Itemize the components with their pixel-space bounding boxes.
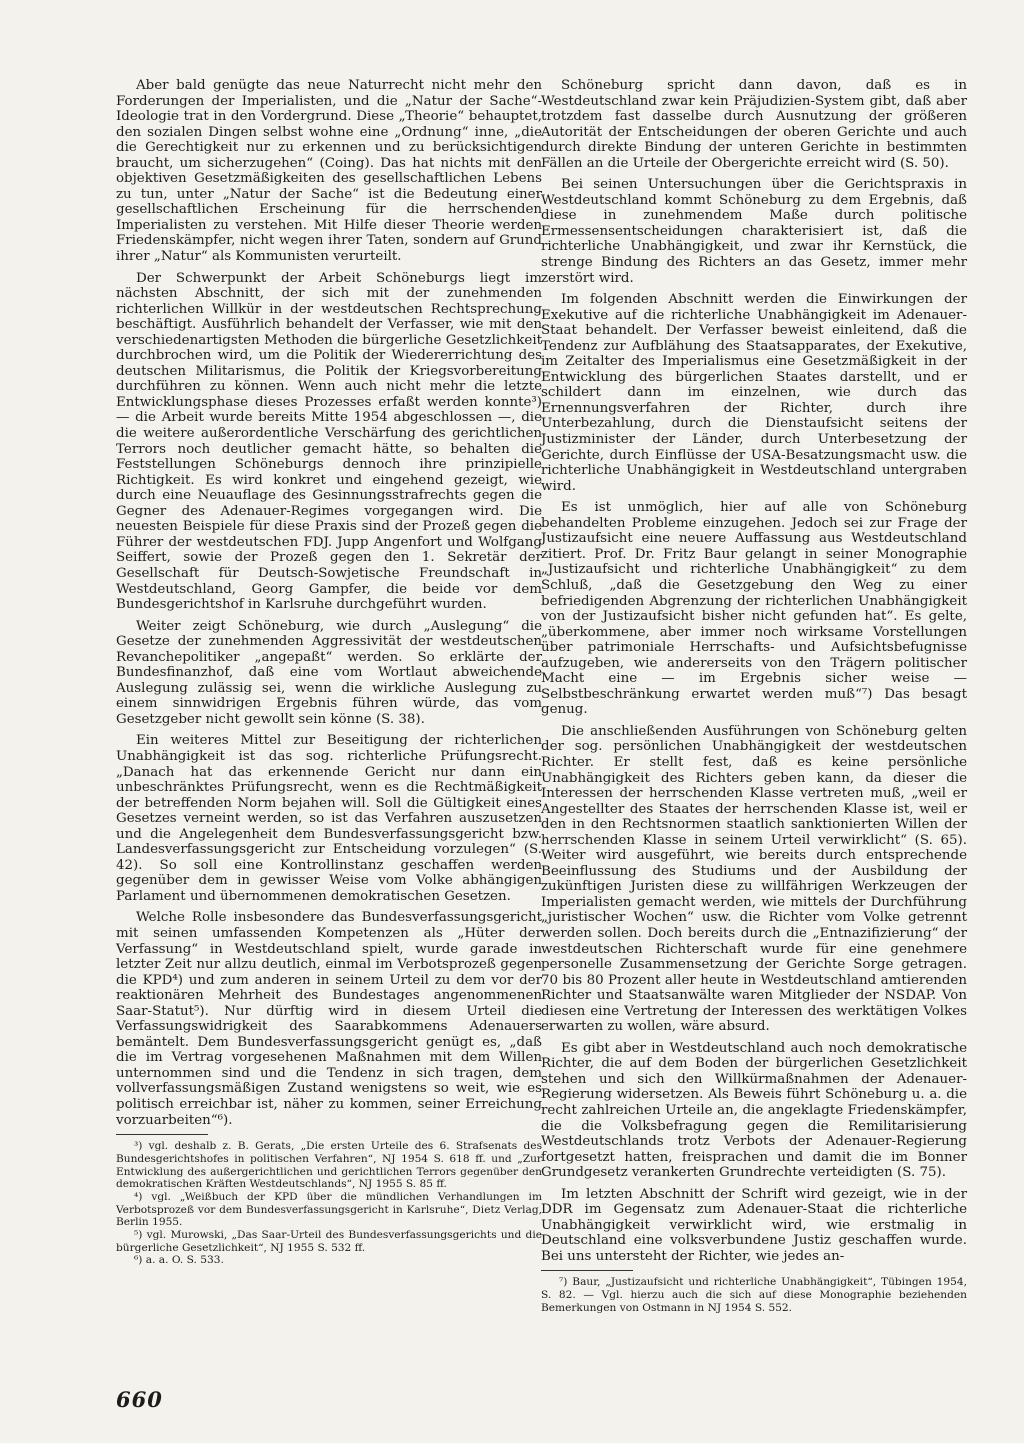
page-number: 660 — [116, 1387, 163, 1412]
body-paragraph: Schöneburg spricht dann davon, daß es in Westdeutschland zwar kein Präjudizien-System gibt, daß aber trotzdem fast dasselbe durch Ausnutzung der größeren Autorität der Entscheidungen der oberen Gerichte und auch durch direkte Bindung der unteren Gerichte in bestimmten Fällen an die Urteile der Obergerichte erreicht wird (S. 50). — [541, 78, 967, 171]
footnote: ³) vgl. deshalb z. B. Gerats, „Die ersten Urteile des 6. Strafsenats des Bundesgerichtshofes in politischen Verfahren“, NJ 1954 S. 618 ff. und „Zur Entwicklung des außergerichtlichen und gerichtlichen Terrors gegenüber den demokratischen Kräften Westdeutschlands“, NJ 1955 S. 85 ff. — [116, 1140, 542, 1191]
footnote: ⁷) Baur, „Justizaufsicht und richterliche Unabhängigkeit“, Tübingen 1954, S. 82. — Vgl. hierzu auch die sich auf diese Monographie beziehenden Bemerkungen von Ostmann in NJ 1954 S. 552. — [541, 1276, 967, 1314]
body-paragraph: Es gibt aber in Westdeutschland auch noch demokratische Richter, die auf dem Boden der bürgerlichen Gesetzlichkeit stehen und sich den Willkürmaßnahmen der Adenauer-Regierung widersetzen. Als Beweis führt Schöneburg u. a. die recht zahlreichen Urteile an, die angeklagte Friedenskämpfer, die die Volksbefragung gegen die Remilitarisierung Westdeutschlands trotz Verbots der Adenauer-Regierung fortgesetzt hatten, freisprachen und damit die im Bonner Grundgesetz verankerten Grundrechte verteidigten (S. 75). — [541, 1040, 967, 1181]
footnote: ⁴) vgl. „Weißbuch der KPD über die mündlichen Verhandlungen im Verbotsprozeß vor dem Bundesverfassungsgericht in Karlsruhe“, Dietz Verlag, Berlin 1955. — [116, 1190, 542, 1229]
footnote: ⁵) vgl. Murowski, „Das Saar-Urteil des Bundesverfassungsgerichts und die bürgerliche Gesetzlichkeit“, NJ 1955 S. 532 ff. — [116, 1229, 542, 1254]
body-paragraph: Es ist unmöglich, hier auf alle von Schöneburg behandelten Probleme einzugehen. Jedoch sei zur Frage der Justizaufsicht eine neuere Auffassung aus Westdeutschland zitiert. Prof. Dr. Fritz Baur gelangt in seiner Monographie „Justizaufsicht und richterliche Unabhängigkeit“ zu dem Schluß, „daß die Gesetzgebung den Weg zu einer befriedigenden Abgrenzung der richterlichen Unabhängigkeit von der Justizaufsicht bisher nicht gefunden hat“. Es gelte, „überkommene, aber immer noch wirksame Vorstellungen über patrimoniale Herrschafts- und Aufsichtsbefugnisse aufzugeben, wie andererseits von den Trägern politischer Macht eine — im Ergebnis sicher weise — Selbstbeschränkung erwartet werden muß“⁷) Das besagt genug. — [541, 500, 967, 718]
right-column — [541, 78, 967, 1315]
body-paragraph: Die anschließenden Ausführungen von Schöneburg gelten der sog. persönlichen Unabhängigkeit der westdeutschen Richter. Er stellt fest, daß es keine persönliche Unabhängigkeit des Richters geben kann, da dieser die Interessen der herrschenden Klasse vertreten muß, „weil er Angestellter des Staates der herrschenden Klasse ist, weil er den in den Rechtsnormen staatlich sanktionierten Willen der herrschenden Klasse in seinem Urteil verwirklicht“ (S. 65). Weiter wird ausgeführt, wie bereits durch entsprechende Beeinflussung des Studiums und der Ausbildung der zukünftigen Juristen diese zu willfährigen Werkzeugen der Imperialisten gemacht werden, wie mittels der Durchführung „juristischer Wochen“ usw. die Richter vom Volke getrennt werden sollen. Doch bereits durch die „Entnazifizierung“ der westdeutschen Richterschaft wurde für eine genehmere personelle Zusammensetzung der Gerichte Sorge getragen. 70 bis 80 Prozent aller heute in Westdeutschland amtierenden Richter und Staatsanwälte waren Mitglieder der NSDAP. Von diesen eine Vertretung der Interessen des werktätigen Volkes erwarten zu wollen, wäre absurd. — [541, 723, 967, 1035]
body-paragraph: Im folgenden Abschnitt werden die Einwirkungen der Exekutive auf die richterliche Unabhängigkeit im Adenauer-Staat behandelt. Der Verfasser beweist einleitend, daß die Tendenz zur Aufblähung des Staatsapparates, der Exekutive, im Zeitalter des Imperialismus eine Gesetzmäßigkeit in der Entwicklung des bürgerlichen Staates darstellt, und er schildert dann im einzelnen, wie durch das Ernennungsverfahren der Richter, durch ihre Unterbezahlung, durch die Dienstaufsicht seitens der Justizminister der Länder, durch Unterbesetzung der Gerichte, durch Einflüsse der USA-Besatzungsmacht usw. die richterliche Unabhängigkeit in Westdeutschland untergraben wird. — [541, 292, 967, 494]
footnote-divider — [541, 1270, 633, 1271]
footnote: ⁶) a. a. O. S. 533. — [134, 1254, 224, 1267]
footnote-divider — [116, 1134, 208, 1135]
body-paragraph: Im letzten Abschnitt der Schrift wird gezeigt, wie in der DDR im Gegensatz zum Adenauer-Staat die richterliche Unabhängigkeit verwirklicht wird, wie erstmalig in Deutschland eine volksverbundene Justiz geschaffen wurde. Bei uns untersteht der Richter, wie jedes an- — [541, 1186, 967, 1264]
body-paragraph: Welche Rolle insbesondere das Bundesverfassungsgericht mit seinen umfassenden Kompetenzen als „Hüter der Verfassung“ in Westdeutschland spielt, wurde garade in letzter Zeit nur allzu deutlich, einmal im Verbotsprozeß gegen die KPD⁴) und zum anderen in seinem Urteil zu dem vor der reaktionären Mehrheit des Bundestages angenommenen Saar-Statut⁵). Nur dürftig wird in diesem Urteil die Verfassungswidrigkeit des Saarabkommens Adenauers bemäntelt. Dem Bundesverfassungsgericht genügt es, „daß die im Vertrag vorgesehenen Maßnahmen mit dem Willen unternommen sind und die Tendenz in sich tragen, dem vollverfassungsmäßigen Zustand wenigstens so weit, wie es politisch erreichbar ist, näher zu kommen, seiner Erreichung vorzuarbeiten“⁶). — [116, 910, 542, 1128]
body-paragraph: Ein weiteres Mittel zur Beseitigung der richterlichen Unabhängigkeit ist das sog. richterliche Prüfungsrecht. „Danach hat das erkennende Gericht nur dann ein unbeschränktes Prüfungsrecht, wenn es die Rechtmäßigkeit der betreffenden Norm bejahen will. Soll die Gültigkeit eines Gesetzes verneint werden, so ist das Verfahren auszusetzen und die Angelegenheit dem Bundesverfassungsgericht bzw. Landesverfassungsgericht zur Entscheidung vorzulegen“ (S. 42). So soll eine Kontrollinstanz geschaffen werden gegenüber dem in gewisser Weise vom Volke abhängigen Parlament und übernommenen demokratischen Gesetzen. — [116, 733, 542, 904]
body-paragraph: Bei seinen Untersuchungen über die Gerichtspraxis in Westdeutschland kommt Schöneburg zu dem Ergebnis, daß diese in zunehmendem Maße durch politische Ermessensentscheidungen charakterisiert ist, daß die richterliche Unabhängigkeit, und zwar ihr Kernstück, die strenge Bindung des Richters an das Gesetz, immer mehr zerstört wird. — [541, 177, 967, 286]
left-column — [116, 78, 542, 1267]
body-paragraph: Aber bald genügte das neue Naturrecht nicht mehr den Forderungen der Imperialisten, und die „Natur der Sache“-Ideologie trat in den Vordergrund. Diese „Theorie“ behauptet, den sozialen Dingen selbst wohne eine „Ordnung“ inne, „die die Gerechtigkeit nur zu erkennen und zu berücksichtigen braucht, um sicherzugehen“ (Coing). Das hat nichts mit den objektiven Gesetzmäßigkeiten des gesellschaftlichen Lebens zu tun, unter „Natur der Sache“ ist die Bedeutung einer gesellschaftlichen Erscheinung für die herrschenden Imperialisten zu verstehen. Mit Hilfe dieser Theorie werden Friedenskämpfer, nicht wegen ihrer Taten, sondern auf Grund ihrer „Natur“ als Kommunisten verurteilt. — [116, 78, 542, 265]
body-paragraph: Weiter zeigt Schöneburg, wie durch „Auslegung“ die Gesetze der zunehmenden Aggressivität der westdeutschen Revanchepolitiker „angepaßt“ werden. So erklärte der Bundesfinanzhof, daß eine vom Wortlaut abweichende Auslegung zulässig sei, wenn die wirkliche Auslegung zu einem sinnwidrigen Ergebnis führen würde, das vom Gesetzgeber nicht gewollt sein könne (S. 38). — [116, 618, 542, 727]
body-paragraph: Der Schwerpunkt der Arbeit Schöneburgs liegt im nächsten Abschnitt, der sich mit der zunehmenden richterlichen Willkür in der westdeutschen Rechtsprechung beschäftigt. Ausführlich behandelt der Verfasser, wie mit den verschiedenartigsten Methoden die bürgerliche Gesetzlichkeit durchbrochen wird, um die Politik der Wiedererrichtung des deutschen Militarismus, die Politik der Kriegsvorbereitung durchführen zu können. Wenn auch nicht mehr die letzte Entwicklungsphase dieses Prozesses erfaßt werden konnte³) — die Arbeit wurde bereits Mitte 1954 abgeschlossen —, die die weitere außerordentliche Verschärfung des gerichtlichen Terrors noch deutlicher gemacht hätte, so behalten die Feststellungen Schöneburgs dennoch ihre prinzipielle Richtigkeit. Es wird konkret und eingehend gezeigt, wie durch eine Neuauflage des Gesinnungsstrafrechts gegen die Gegner des Adenauer-Regimes vorgegangen wird. Die neuesten Beispiele für diese Praxis sind der Prozeß gegen die Führer der westdeutschen FDJ. Jupp Angenfort und Wolfgang Seiffert, sowie der Prozeß gegen den 1. Sekretär der Gesellschaft für Deutsch-Sowjetische Freundschaft in Westdeutschland, Georg Gampfer, die beide vor dem Bundesgerichtshof in Karlsruhe durchgeführt wurden. — [116, 270, 542, 613]
